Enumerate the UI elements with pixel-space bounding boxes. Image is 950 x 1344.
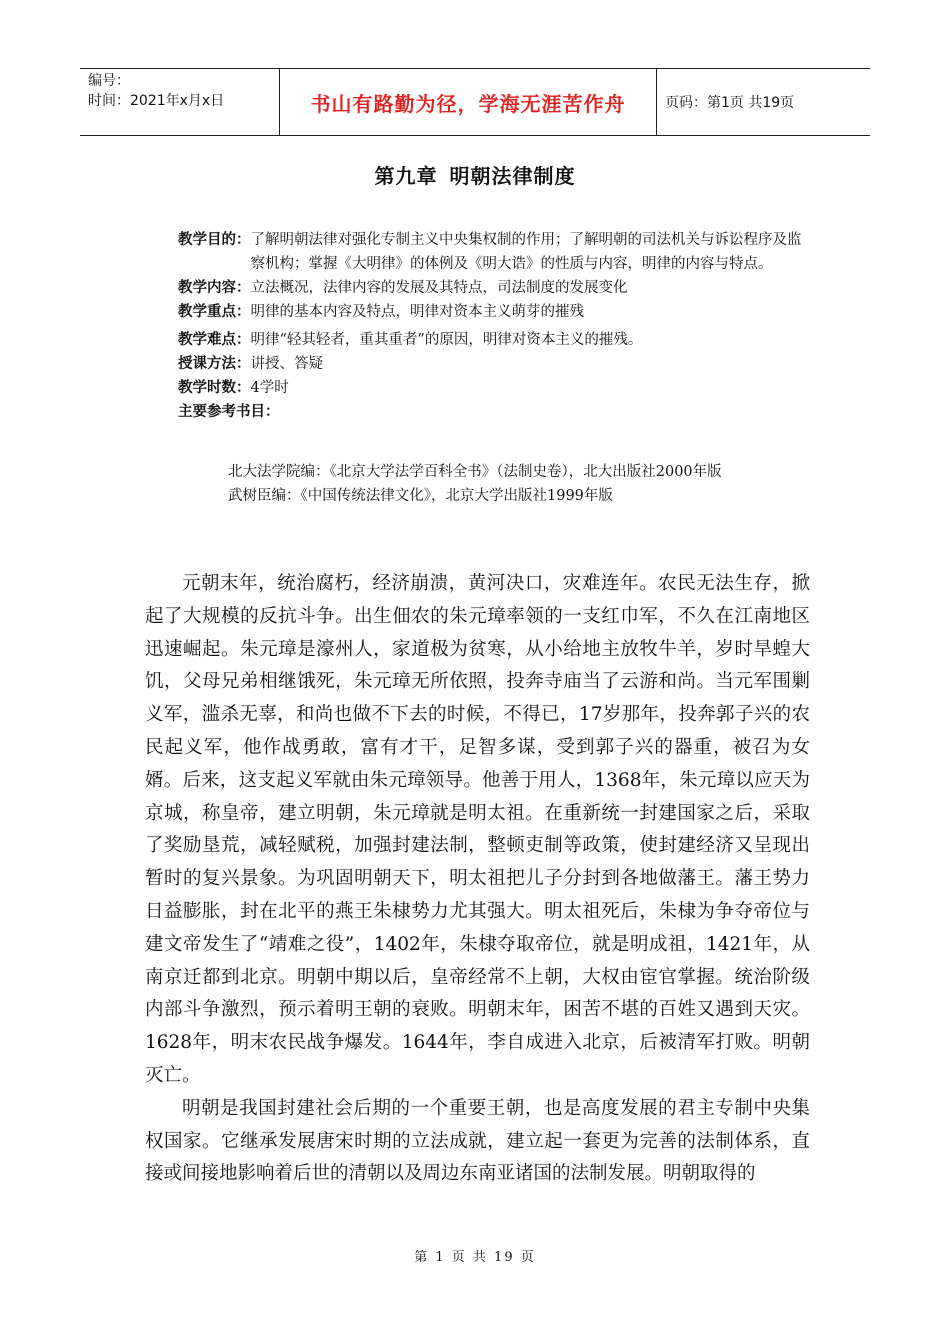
body-paragraph: 明朝是我国封建社会后期的一个重要王朝，也是高度发展的君主专制中央集权国家。它继承发展唐宋时期的立法成就，建立起一套更为完善的法制体系，直接或间接地影响着后世的清朝以及周边东南亚诸国的法制发展。明朝取得的 — [145, 1097, 810, 1185]
document-number-label: 编号： — [88, 73, 130, 89]
motto-text: 书山有路勤为径，学海无涯苦作舟 — [310, 91, 626, 116]
references-heading-row — [178, 400, 838, 424]
document-time-label: 时间：2021年x月x日 — [88, 93, 225, 109]
teaching-method-row — [178, 352, 838, 376]
teaching-focus-text: 明律的基本内容及特点，明律对资本主义萌芽的摧残 — [250, 304, 584, 320]
teaching-hours-label: 教学时数： — [178, 380, 251, 396]
main-body — [145, 568, 810, 1191]
header-info-cell — [80, 69, 280, 135]
teaching-goal-row — [178, 228, 838, 276]
chapter-name: 明朝法律制度 — [449, 164, 576, 188]
chapter-number: 第九章 — [374, 164, 438, 188]
chapter-title — [0, 160, 950, 189]
footer-page-number: 第 1 页 共 19 页 — [414, 1250, 536, 1265]
teaching-content-label: 教学内容： — [178, 280, 251, 296]
header-motto-cell — [280, 69, 657, 135]
header-page-label: 页码：第1页 共19页 — [665, 95, 795, 111]
teaching-focus-row — [178, 300, 838, 324]
teaching-content-row — [178, 276, 838, 300]
teaching-method-text: 讲授、答疑 — [250, 356, 323, 372]
references-heading: 主要参考书目： — [178, 404, 280, 420]
teaching-hours-row — [178, 376, 838, 400]
teaching-difficulty-text: 明律“轻其轻者，重其重者”的原因，明律对资本主义的摧残。 — [250, 332, 643, 348]
header-page-cell — [657, 69, 870, 135]
teaching-difficulty-label: 教学难点： — [178, 332, 251, 348]
body-paragraph: 元朝末年，统治腐朽，经济崩溃，黄河决口，灾难连年。农民无法生存，掀起了大规模的反抗斗争。出生佃农的朱元璋率领的一支红巾军，不久在江南地区迅速崛起。朱元璋是濠州人，家道极为贫寒，从小给地主放牧牛羊，岁时旱蝗大饥，父母兄弟相继饿死，朱元璋无所依照，投奔寺庙当了云游和尚。当元军围剿义军，滥杀无辜，和尚也做不下去的时候，不得已，17岁那年，投奔郭子兴的农民起义军，他作战勇敢，富有才干，足智多谋，受到郭子兴的器重，被召为女婿。后来，这支起义军就由朱元璋领导。他善于用人，1368年，朱元璋以应天为京城，称皇帝，建立明朝，朱元璋就是明太祖。在重新统一封建国家之后，采取了奖励垦荒，减轻赋税，加强封建法制，整顿吏制等政策，使封建经济又呈现出暂时的复兴景象。为巩固明朝天下，明太祖把儿子分封到各地做藩王。藩王势力日益膨胀，封在北平的燕王朱棣势力尤其强大。明太祖死后，朱棣为争夺帝位与建文帝发生了“靖难之役”，1402年，朱棣夺取帝位，就是明成祖，1421年，从南京迁都到北京。明朝中期以后，皇帝经常不上朝，大权由宦官掌握。统治阶级内部斗争激烈，预示着明王朝的衰败。明朝末年，困苦不堪的百姓又遇到天灾。1628年，明末农民战争爆发。1644年，李自成进入北京，后被清军打败。明朝灭亡。 — [145, 573, 810, 1086]
teaching-goal-label: 教学目的： — [178, 232, 251, 248]
teaching-focus-label: 教学重点： — [178, 304, 251, 320]
reference-item: 武树臣编：《中国传统法律文化》，北京大学出版社1999年版 — [228, 488, 613, 504]
reference-list — [145, 460, 845, 508]
teaching-content-text: 立法概况，法律内容的发展及其特点，司法制度的发展变化 — [250, 280, 628, 296]
teaching-method-label: 授课方法： — [178, 356, 251, 372]
teaching-hours-text: 4学时 — [250, 380, 289, 396]
reference-item: 北大法学院编：《北京大学法学百科全书》（法制史卷），北大出版社2000年版 — [228, 464, 722, 480]
teaching-goal-text: 了解明朝法律对强化专制主义中央集权制的作用；了解明朝的司法机关与诉讼程序及监察机构；掌握《大明律》的体例及《明大诰》的性质与内容，明律的内容与特点。 — [250, 232, 802, 272]
teaching-difficulty-row — [178, 328, 838, 352]
header-table — [80, 68, 870, 136]
teaching-meta — [178, 228, 838, 424]
page-footer — [0, 1246, 950, 1265]
